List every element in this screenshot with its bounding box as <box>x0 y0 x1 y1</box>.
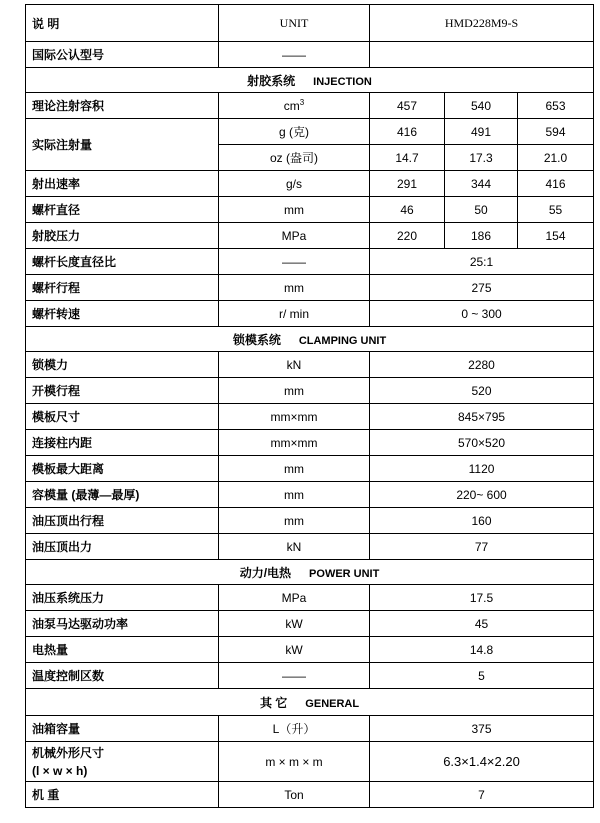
row-label: 油箱容量 <box>26 716 219 742</box>
row-value: 25:1 <box>370 249 594 275</box>
row-value: 220~ 600 <box>370 482 594 508</box>
table-row <box>26 534 594 560</box>
value-cell: 50 <box>445 197 518 223</box>
row-label: 模板尺寸 <box>26 404 219 430</box>
table-row <box>26 171 594 197</box>
table-row <box>26 249 594 275</box>
section-title-en: POWER UNIT <box>309 567 380 580</box>
section-title-cn: 动力/电热 <box>239 565 292 580</box>
row-label: 理论注射容积 <box>26 93 219 119</box>
value-cell: 220 <box>370 223 445 249</box>
row-unit: kW <box>219 611 370 637</box>
table-row <box>26 93 594 119</box>
row-label: 射胶压力 <box>26 223 219 249</box>
row-value: 845×795 <box>370 404 594 430</box>
section-title-cn: 锁模系统 <box>232 332 281 347</box>
row-label: 连接柱内距 <box>26 430 219 456</box>
row-value: 5 <box>370 663 594 689</box>
row-unit: —— <box>219 249 370 275</box>
row-value: 0 ~ 300 <box>370 301 594 327</box>
value-cell: 154 <box>518 223 594 249</box>
table-row <box>26 301 594 327</box>
value-cell: 416 <box>370 119 445 145</box>
table-row <box>26 637 594 663</box>
row-unit: mm×mm <box>219 404 370 430</box>
unit-superscript: 3 <box>299 98 305 107</box>
table-row <box>26 611 594 637</box>
row-label: 油压顶出行程 <box>26 508 219 534</box>
row-unit: r/ min <box>219 301 370 327</box>
row-label-line2: (l × w × h) <box>32 763 88 778</box>
row-label: 温度控制区数 <box>26 663 219 689</box>
row-label: 螺杆行程 <box>26 275 219 301</box>
value-cell: 17.3 <box>445 145 518 171</box>
row-value <box>370 42 594 68</box>
section-title-cn: 其 它 <box>259 695 288 710</box>
section-title-en: GENERAL <box>305 697 360 710</box>
row-value: 570×520 <box>370 430 594 456</box>
row-value: 14.8 <box>370 637 594 663</box>
value-cell: 491 <box>445 119 518 145</box>
table-row <box>26 482 594 508</box>
row-unit: m × m × m <box>219 742 370 782</box>
row-unit: mm <box>219 378 370 404</box>
row-unit: Ton <box>219 782 370 808</box>
row-value: 17.5 <box>370 585 594 611</box>
row-unit: L（升） <box>219 716 370 742</box>
row-value: 275 <box>370 275 594 301</box>
value-cell: 21.0 <box>518 145 594 171</box>
table-row <box>26 742 594 782</box>
row-unit: mm <box>219 197 370 223</box>
row-value: 77 <box>370 534 594 560</box>
row-unit: mm <box>219 482 370 508</box>
table-row <box>26 663 594 689</box>
table-row <box>26 223 594 249</box>
table-row <box>26 585 594 611</box>
row-label-line1: 机械外形尺寸 <box>32 745 105 760</box>
row-unit: g/s <box>219 171 370 197</box>
header-unit: UNIT <box>219 5 370 42</box>
table-row <box>26 404 594 430</box>
table-row <box>26 119 594 145</box>
row-label: 油压顶出力 <box>26 534 219 560</box>
row-label <box>26 742 219 782</box>
row-value: 375 <box>370 716 594 742</box>
section-title-cn: 射胶系统 <box>247 73 296 88</box>
row-unit: mm <box>219 508 370 534</box>
value-cell: 344 <box>445 171 518 197</box>
row-unit: mm×mm <box>219 430 370 456</box>
value-cell: 55 <box>518 197 594 223</box>
row-label: 射出速率 <box>26 171 219 197</box>
row-unit: mm <box>219 456 370 482</box>
value-cell: 186 <box>445 223 518 249</box>
row-value: 2280 <box>370 352 594 378</box>
header-row <box>26 5 594 42</box>
row-label: 螺杆直径 <box>26 197 219 223</box>
table-row <box>26 508 594 534</box>
table-row <box>26 42 594 68</box>
section-general <box>26 689 594 716</box>
row-label: 螺杆长度直径比 <box>26 249 219 275</box>
table-row <box>26 456 594 482</box>
spec-table <box>25 4 594 808</box>
row-value: 1120 <box>370 456 594 482</box>
row-unit: g (克) <box>219 119 370 145</box>
row-value: 45 <box>370 611 594 637</box>
row-label: 螺杆转速 <box>26 301 219 327</box>
section-title-en: CLAMPING UNIT <box>298 334 387 347</box>
unit-text: cm <box>283 99 300 113</box>
value-cell: 540 <box>445 93 518 119</box>
value-cell: 416 <box>518 171 594 197</box>
row-label: 开模行程 <box>26 378 219 404</box>
row-value: 160 <box>370 508 594 534</box>
table-row <box>26 378 594 404</box>
value-cell: 457 <box>370 93 445 119</box>
row-unit: MPa <box>219 585 370 611</box>
header-model: HMD228M9-S <box>370 5 594 42</box>
row-value: 520 <box>370 378 594 404</box>
table-row <box>26 782 594 808</box>
row-value: 6.3×1.4×2.20 <box>370 742 594 782</box>
value-cell: 46 <box>370 197 445 223</box>
row-unit: kN <box>219 534 370 560</box>
row-label: 容模量 (最薄—最厚) <box>26 482 219 508</box>
row-unit: mm <box>219 275 370 301</box>
row-unit: kW <box>219 637 370 663</box>
row-unit: kN <box>219 352 370 378</box>
table-row <box>26 352 594 378</box>
row-label: 国际公认型号 <box>26 42 219 68</box>
row-label: 锁模力 <box>26 352 219 378</box>
header-desc: 说 明 <box>26 5 219 42</box>
section-title-en: INJECTION <box>313 75 372 88</box>
section-injection <box>26 68 594 93</box>
value-cell: 653 <box>518 93 594 119</box>
section-power <box>26 560 594 585</box>
row-label: 电热量 <box>26 637 219 663</box>
row-label: 油压系统压力 <box>26 585 219 611</box>
table-row <box>26 275 594 301</box>
row-label: 机 重 <box>26 782 219 808</box>
table-row <box>26 197 594 223</box>
section-clamping <box>26 327 594 352</box>
row-unit: —— <box>219 42 370 68</box>
row-value: 7 <box>370 782 594 808</box>
row-unit <box>219 93 370 119</box>
table-row <box>26 716 594 742</box>
row-label: 油泵马达驱动功率 <box>26 611 219 637</box>
row-unit: oz (盎司) <box>219 145 370 171</box>
row-unit: MPa <box>219 223 370 249</box>
value-cell: 14.7 <box>370 145 445 171</box>
value-cell: 291 <box>370 171 445 197</box>
row-unit: —— <box>219 663 370 689</box>
table-row <box>26 430 594 456</box>
row-label: 实际注射量 <box>26 119 219 171</box>
row-label: 模板最大距离 <box>26 456 219 482</box>
value-cell: 594 <box>518 119 594 145</box>
